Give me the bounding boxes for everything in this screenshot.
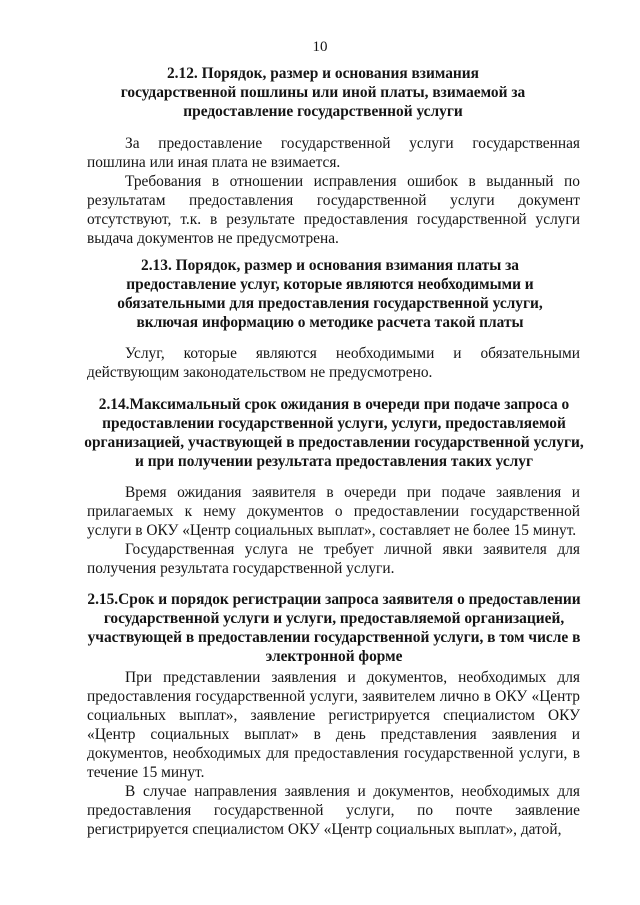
paragraph: Требования в отношении исправления ошибок в выданный по результатам предоставления государственной услуги документ отсутствуют, т.к. в результате предоставления государственной услуги выдача документов не предусмотрена. bbox=[87, 173, 580, 247]
paragraph: За предоставление государственной услуги государственная пошлина или иная плата не взимается. bbox=[87, 135, 580, 171]
paragraph: Время ожидания заявителя в очереди при подаче заявления и прилагаемых к нему документов о предоставлении государственной услуги в ОКУ «Центр социальных выплат», составляет не более 15 минут. bbox=[87, 484, 580, 539]
section-heading-2-15: 2.15.Срок и порядок регистрации запроса заявителя о предоставлении государственной услуги и услуги, предоставляемой организацией, участвующей в предоставлении государственной услуги, в том числе в электронной форме bbox=[87, 591, 581, 665]
paragraph: Услуг, которые являются необходимыми и обязательными действующим законодательством не предусмотрено. bbox=[87, 345, 580, 381]
paragraph: При представлении заявления и документов, необходимых для предоставления государственной услуги, заявителем лично в ОКУ «Центр социальных выплат», заявление регистрируется специалистом ОКУ «Центр социальных выплат» в день представления заявления и документов, необходимых для предоставления государственной услуги, в течение 15 минут. bbox=[87, 669, 580, 781]
paragraph: Государственная услуга не требует личной явки заявителя для получения результата государственной услуги. bbox=[87, 541, 580, 577]
section-heading-2-13: 2.13. Порядок, размер и основания взимания платы за предоставление услуг, которые являются необходимыми и обязательными для предоставления государственной услуги, включая информацию о методике расчета такой платы bbox=[117, 257, 543, 331]
section-heading-2-14: 2.14.Максимальный срок ожидания в очереди при подаче запроса о предоставлении государственной услуги, услуги, предоставляемой организацией, участвующей в предоставлении государственной услуги, и при получении результата предоставления таких услуг bbox=[84, 396, 584, 470]
page-number: 10 bbox=[312, 39, 328, 55]
paragraph: В случае направления заявления и документов, необходимых для предоставления государственной услуги, по почте заявление регистрируется специалистом ОКУ «Центр социальных выплат», датой, bbox=[87, 783, 580, 838]
section-heading-2-12: 2.12. Порядок, размер и основания взимания государственной пошлины или иной платы, взимаемой за предоставление государственной услуги bbox=[120, 65, 526, 120]
